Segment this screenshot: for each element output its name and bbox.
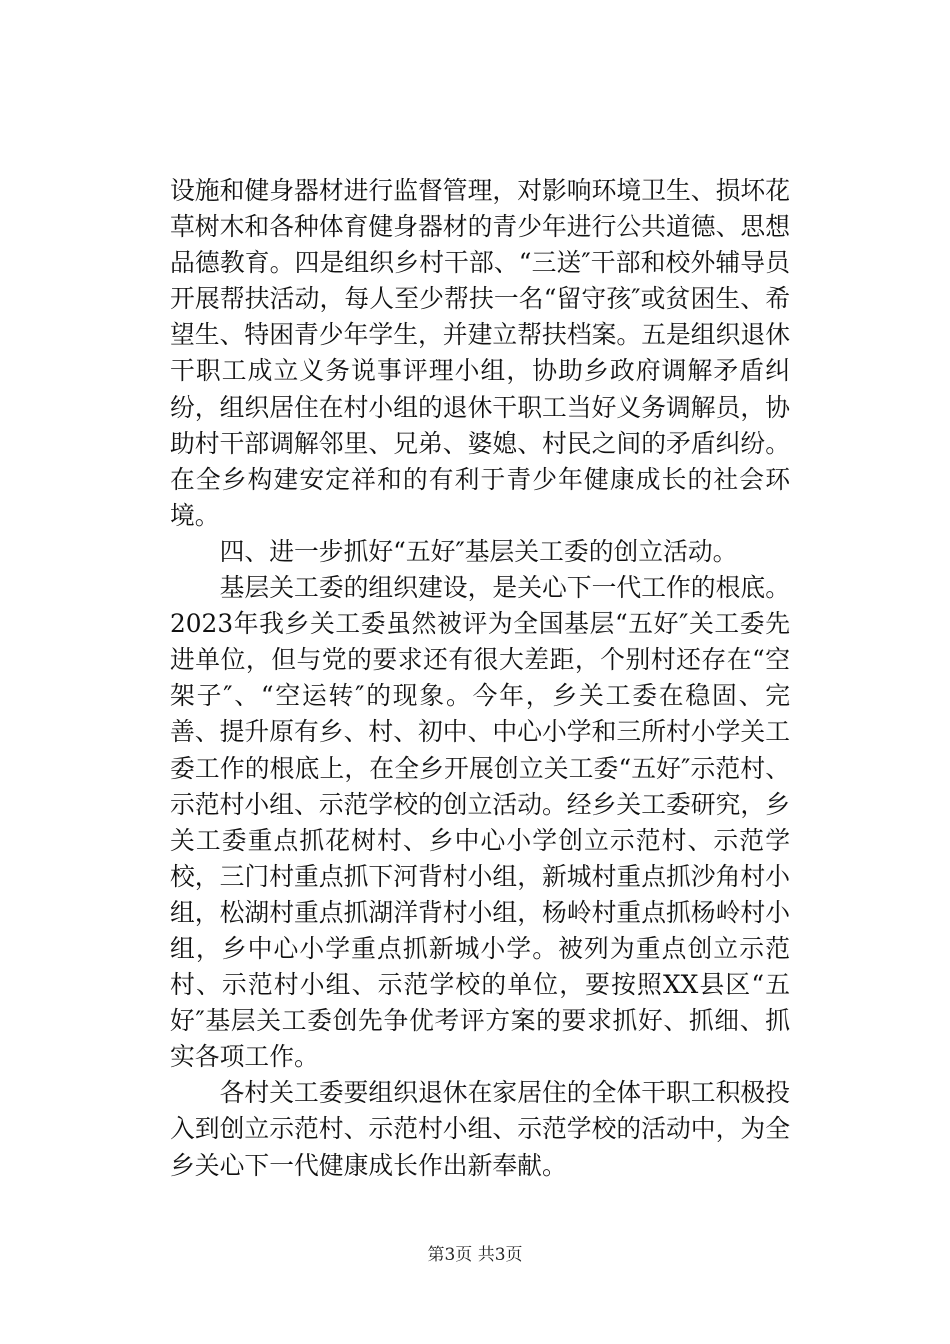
document-body: [170, 173, 790, 1184]
paragraph-organization: 基层关工委的组织建设，是关心下一代工作的根底。2023年我乡关工委虽然被评为全国基层“五好″关工委先进单位，但与党的要求还有很大差距，个别村还存在“空架子″、“空运转″的现象。今年，乡关工委在稳固、完善、提升原有乡、村、初中、中心小学和三所村小学关工委工作的根底上，在全乡开展创立关工委“五好″示范村、示范村小组、示范学校的创立活动。经乡关工委研究，乡关工委重点抓花树村、乡中心小学创立示范村、示范学校，三门村重点抓下河背村小组，新城村重点抓沙角村小组，松湖村重点抓湖洋背村小组，杨岭村重点抓杨岭村小组，乡中心小学重点抓新城小学。被列为重点创立示范村、示范村小组、示范学校的单位，要按照XX县区“五好″基层关工委创先争优考评方案的要求抓好、抓细、抓实各项工作。: [170, 573, 790, 1072]
paragraph-closing: 各村关工委要组织退休在家居住的全体干职工积极投入到创立示范村、示范村小组、示范学校的活动中，为全乡关心下一代健康成长作出新奉献。: [170, 1078, 790, 1180]
paragraph-continuation: 设施和健身器材进行监督管理，对影响环境卫生、损坏花草树木和各种体育健身器材的青少年进行公共道德、思想品德教育。四是组织乡村干部、“三送″干部和校外辅导员开展帮扶活动，每人至少帮扶一名“留守孩″或贫困生、希望生、特困青少年学生，并建立帮扶档案。五是组织退休干职工成立义务说事评理小组，协助乡政府调解矛盾纠纷，组织居住在村小组的退休干职工当好义务调解员，协助村干部调解邻里、兄弟、婆媳、村民之间的矛盾纠纷。在全乡构建安定祥和的有利于青少年健康成长的社会环境。: [170, 176, 790, 530]
section-heading-four: 四、进一步抓好“五好″基层关工委的创立活动。: [219, 536, 738, 566]
page-footer: 第3页 共3页: [427, 1245, 523, 1265]
